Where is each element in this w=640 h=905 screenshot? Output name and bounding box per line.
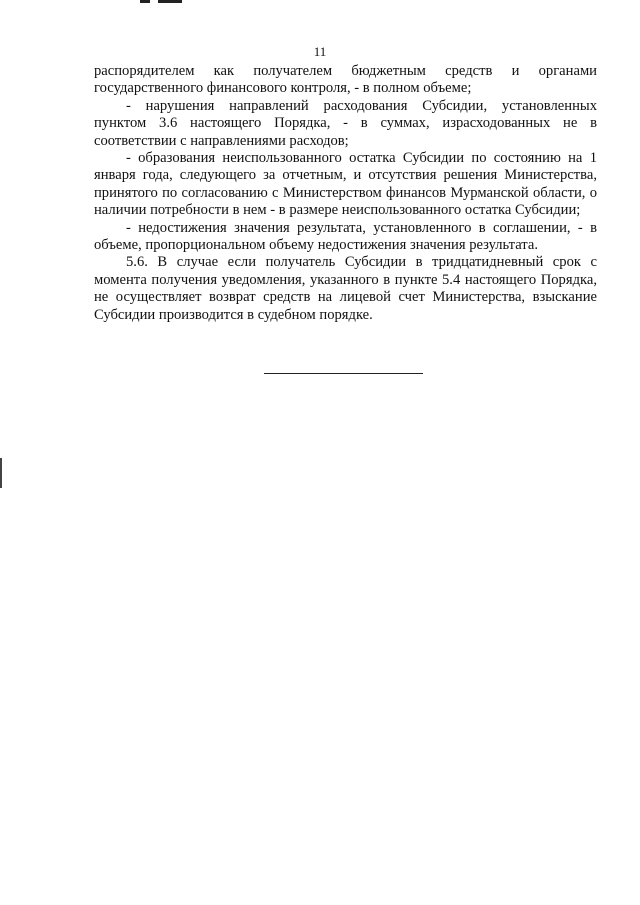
paragraph-clause-5-6: 5.6. В случае если получатель Субсидии в тридцатидневный срок с момента получения уведомления, указанного в пункте 5.4 настоящего Порядка, не осуществляет возврат средств на лицевой счет Министерства, взыскание Субсидии производится в судебном порядке.	[94, 254, 597, 323]
end-of-document-rule	[264, 373, 423, 374]
paragraph-item: - нарушения направлений расходования Субсидии, установленных пунктом 3.6 настоящего Порядка, - в суммах, израсходованных не в соответствии с направлениями расходов;	[94, 97, 597, 149]
page-number: 11	[313, 44, 327, 59]
paragraph-continuation: распорядителем как получателем бюджетным средств и органами государственного финансового контроля, - в полном объеме;	[94, 63, 597, 97]
paragraph-item: - образования неиспользованного остатка Субсидии по состоянию на 1 января года, следующего за отчетным, и отсутствия решения Министерства, принятого по согласованию с Министерством финансов Мурманской области, о наличии потребности в нем - в размере неиспользованного остатка Субсидии;	[94, 150, 597, 219]
scan-artifact-top	[140, 0, 182, 3]
paragraph-item: - недостижения значения результата, установленного в соглашении, - в объеме, пропорциональном объему недостижения значения результата.	[94, 219, 597, 254]
scan-artifact-left	[0, 458, 2, 488]
document-body	[94, 63, 597, 324]
